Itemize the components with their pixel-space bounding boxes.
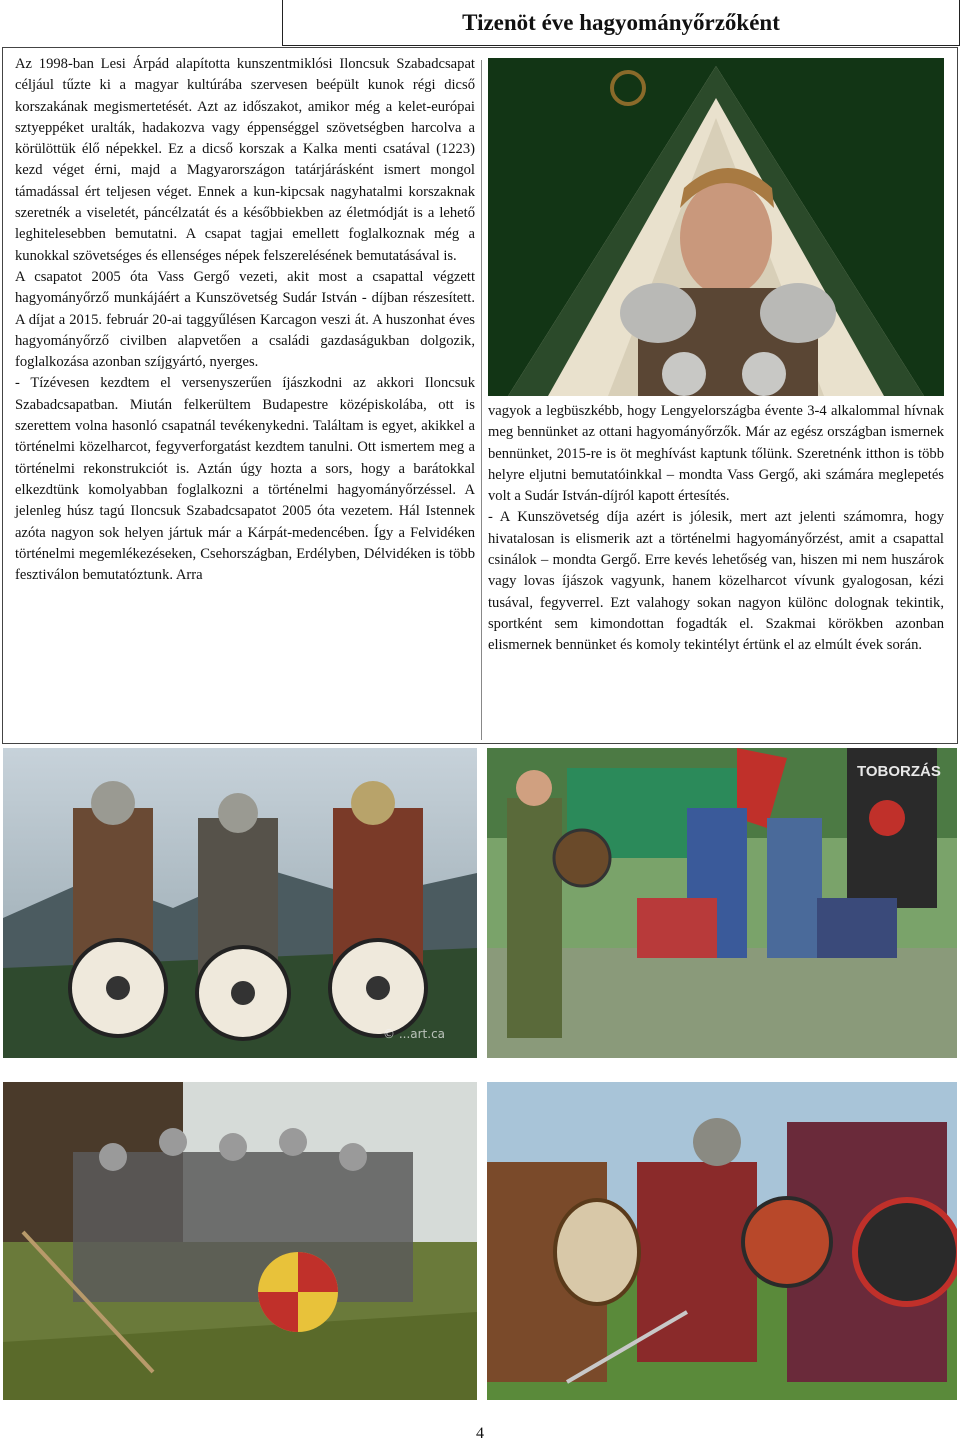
paragraph: - A Kunszövetség díja azért is jólesik, mert azt jelenti számomra, hogy hivatalosan is elismerik azt a történelmi hagyományőrzést, amit a csapattal csinálok – mondta Gergő. Erre kevés lehetőség van, hiszen mi nem huszárok vagy lovas íjászok vagyunk, hanem közelharcot vívunk gyalogosan, kézi tusával, fegyverrel. Ezt valahogy sokan nagyon különc dolognak tekintik, sportként sem kimondottan fogadták el. Szakmai körökben azonban elismernek bennünket és komoly tekintélyt értünk el az elmúlt évek során. xyxy=(488,509,944,654)
group-photo xyxy=(3,1082,477,1400)
paragraph: A csapatot 2005 óta Vass Gergő vezeti, akit most a csapattal végzett hagyományőrző munkájáért a Kunszövetség Sudár István - díjban részesített. A díjat a 2015. február 20-ai taggyűlésen Karcagon veszi át. A huszonhat éves hagyományőrző civilben alapvetően a családi gazdaságukban dolgozik, foglalkozása azonban szíjgyártó, nyerges. xyxy=(15,268,475,371)
page-title: Tizenöt éve hagyományőrzőként xyxy=(282,0,960,46)
article-left-column xyxy=(15,54,475,586)
paragraph: vagyok a legbüszkébb, hogy Lengyelországba évente 3-4 alkalommal hívnak meg bennünket az ottani hagyományőrzők. Már az egész országban ismernek bennünket, 2015-re is öt meghívást kaptunk tőlünk. Szeretnénk itthon is több helyre eljutni bemutatóinkkal – mondta Vass Gergő, aki számára meglepetés volt a Sudár István-díjról kapott értesítés. xyxy=(488,403,944,505)
banner-text: TOBORZÁS xyxy=(857,763,941,780)
article-right-column xyxy=(488,401,944,657)
paragraph: Az 1998-ban Lesi Árpád alapította kunszentmiklósi Iloncsuk Szabadcsapat céljául tűzte ki a magyar kultúrába szervesen beépült kunok régi dicső korszakának megismertetését. Azt az időszakot, amikor még a kelet-európai sztyeppéket uralták, hadakozva vagy éppenséggel szövetségben harcolva a körülöttük élő népekkel. Ez a dicső korszak a Kalka menti csatával (1223) kezd véget érni, majd a Magyarországon tatárjárásként ismert mongol támadással ért teljesen véget. Ennek a kun-kipcsak nagyhatalmi korszaknak szeretnék a viseletét, páncélzatát és a későbbiekben az életmódját is a lehető leghitelesebben bemutatni. A csapat tagjai emellett foglalkoznak még a kunokkal szövetséges és ellenséges népek felszerelésének bemutatásával is. xyxy=(15,56,475,264)
page-number: 4 xyxy=(476,1425,484,1442)
paragraph: - Tízévesen kezdtem el versenyszerűen íjászkodni az akkori Iloncsuk Szabadcsapatban. Miután felkerültem Budapestre középiskolába, ott is szerettem volna hasonló csapatnál tevékenykedni. Találtam is egyet, akikkel a történelmi közelharcot, fegyverforgatást kezdtem tanulni. Ott ismertem meg a történelmi rekonstrukciót is. Aztán úgy hozta a sors, hogy a barátokkal elkezdtünk komolyabban foglalkozni a történelmi hagyományőrzéssel. A jelenleg húsz tagú Iloncsuk Szabadcsapatot 2005 óta vezetem. Hál Istennek azóta nagyon sok helyen jártuk már a Kárpát-medencében. Így a Felvidéken történelmi megemlékezéseken, Csehországban, Erdélyben, Délvidéken is több fesztiválon bemutatóztunk. Arra xyxy=(15,375,475,584)
event-photo xyxy=(487,748,957,1058)
combat-photo xyxy=(487,1082,957,1400)
photo-watermark: © ...art.ca xyxy=(383,1027,446,1041)
warriors-shields-photo xyxy=(3,748,477,1058)
portrait-photo xyxy=(488,58,944,396)
column-divider xyxy=(481,60,482,740)
